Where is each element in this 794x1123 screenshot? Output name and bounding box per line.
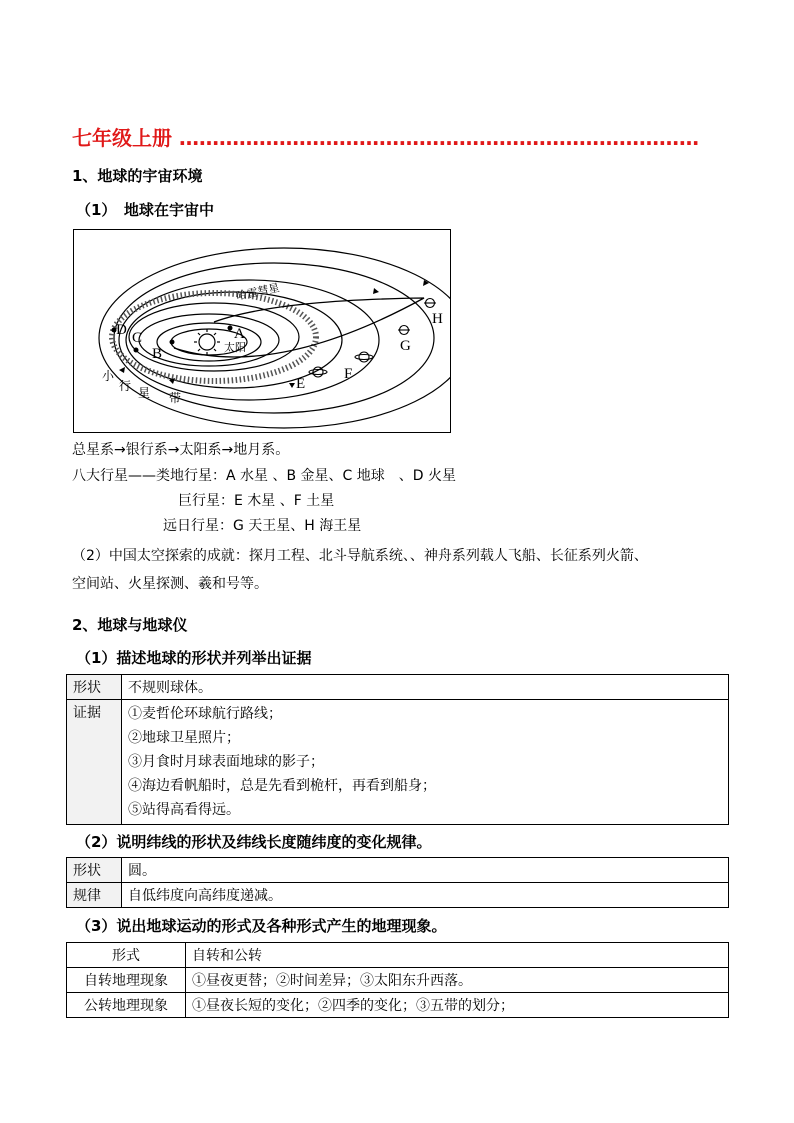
label-c: C: [132, 330, 143, 346]
table-row: [67, 883, 729, 908]
label-g: G: [400, 338, 411, 354]
table-row: [67, 675, 729, 700]
solar-system-diagram: [73, 229, 451, 433]
space-achievements-line1: （2）中国太空探索的成就：探月工程、北斗导航系统、、神舟系列载人飞船、长征系列火箭、: [72, 548, 648, 564]
section-heading: [72, 122, 699, 151]
evidence-list: [122, 700, 729, 825]
sun-label: 太阳: [224, 341, 246, 354]
table-row: [67, 858, 729, 883]
planets-giant: 巨行星：E 木星 、F 土星: [178, 493, 335, 509]
evidence-item: ③月食时月球表面地球的影子；: [128, 754, 324, 770]
comet-label: 哈雷彗星: [234, 281, 281, 303]
latitude-rule-value: 自低纬度向高纬度递减。: [122, 883, 729, 908]
planets-terrestrial: 八大行星——类地行星：A 水星 、B 金星、C 地球 、D 火星: [72, 468, 456, 484]
table-row: [67, 700, 729, 825]
evidence-item: ②地球卫星照片；: [128, 730, 240, 746]
section-leader-dots: ……………………………………………………………………: [178, 126, 699, 150]
subheading-latitude: （2）说明纬线的形状及纬线长度随纬度的变化规律。: [76, 833, 432, 851]
solar-system-svg: [74, 230, 450, 432]
table-row: [67, 993, 729, 1018]
evidence-label: 证据: [67, 700, 122, 825]
label-e: E: [296, 376, 306, 392]
evidence-item: ⑤站得高看得远。: [128, 802, 240, 818]
rotation-value: ①昼夜更替；②时间差异；③太阳东升西落。: [186, 968, 729, 993]
revolution-value: ①昼夜长短的变化；②四季的变化；③五带的划分；: [186, 993, 729, 1018]
shape-label: 形状: [67, 675, 122, 700]
belt-char-2: 行: [119, 379, 132, 393]
earth-motion-table: [66, 942, 729, 1018]
label-a: A: [234, 326, 245, 342]
sun-icon: [194, 329, 220, 355]
shape-value: 不规则球体。: [122, 675, 729, 700]
shape-evidence-table: [66, 674, 729, 825]
planets-outer: 远日行星：G 天王星、H 海王星: [163, 518, 362, 534]
label-f: F: [344, 366, 353, 382]
form-value: 自转和公转: [186, 943, 729, 968]
section-title: 七年级上册: [72, 126, 172, 150]
form-label: 形式: [67, 943, 186, 968]
latitude-rule-label: 规律: [67, 883, 122, 908]
evidence-item: ④海边看帆船时，总是先看到桅杆，再看到船身；: [128, 778, 436, 794]
label-b: B: [152, 346, 163, 362]
belt-char-1: 小: [102, 369, 115, 383]
revolution-label: 公转地理现象: [67, 993, 186, 1018]
label-h: H: [432, 311, 443, 327]
space-achievements-line2: 空间站、火星探测、羲和号等。: [72, 576, 268, 592]
galaxy-hierarchy: 总星系→银行系→太阳系→地月系。: [72, 442, 290, 458]
heading-globe: 2、地球与地球仪: [72, 616, 188, 634]
table-row: [67, 968, 729, 993]
evidence-item: ①麦哲伦环球航行路线；: [128, 706, 282, 722]
table-row: [67, 943, 729, 968]
latitude-shape-value: 圆。: [122, 858, 729, 883]
belt-char-3: 星: [138, 386, 151, 400]
orbit-outer-4: [99, 248, 450, 428]
label-d: D: [116, 322, 127, 338]
latitude-shape-label: 形状: [67, 858, 122, 883]
subheading-earth-in-universe: （1） 地球在宇宙中: [76, 201, 214, 219]
subheading-shape: （1）描述地球的形状并列举出证据: [76, 649, 312, 667]
latitude-table: [66, 857, 729, 908]
subheading-motion: （3）说出地球运动的形式及各种形式产生的地理现象。: [76, 917, 447, 935]
heading-universe: 1、地球的宇宙环境: [72, 167, 203, 185]
rotation-label: 自转地理现象: [67, 968, 186, 993]
belt-char-4: 带: [169, 391, 182, 405]
